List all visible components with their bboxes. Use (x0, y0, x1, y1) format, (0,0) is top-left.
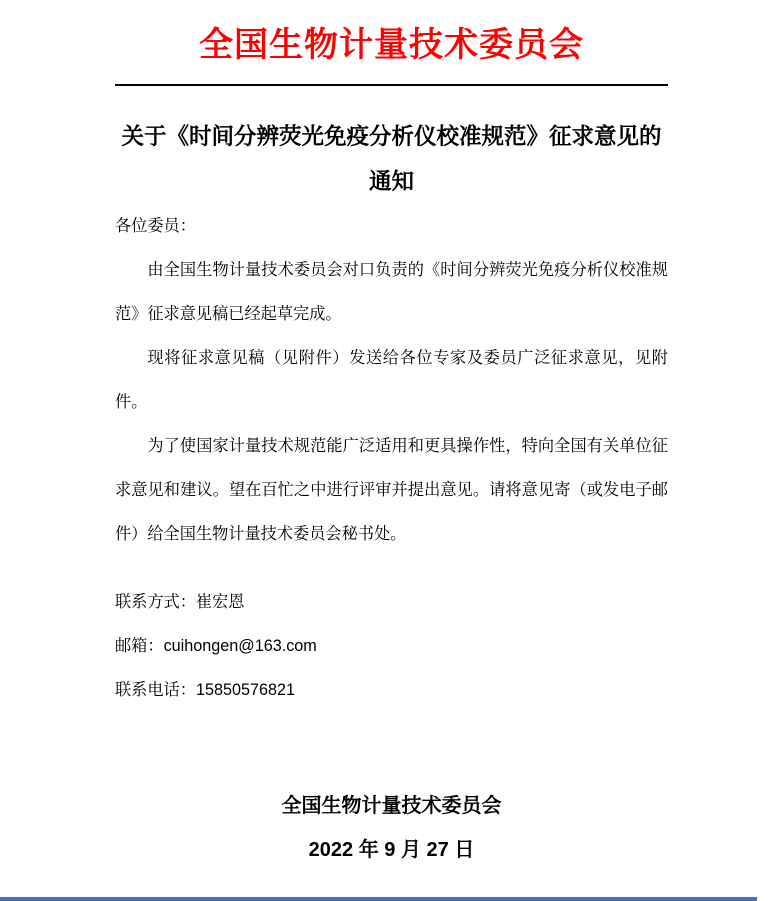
contact-email-row (115, 624, 668, 668)
contact-phone-label: 联系电话： (115, 681, 196, 699)
notice-text (115, 204, 668, 872)
bottom-accent-bar (0, 897, 757, 901)
contact-phone-value: 15850576821 (195, 681, 295, 699)
signature-date: 2022 年 9 月 27 日 (308, 839, 475, 861)
contact-block (115, 580, 668, 712)
paragraph-distribution: 现将征求意见稿（见附件）发送给各位专家及委员广泛征求意见，见附件。 (115, 349, 668, 411)
contact-email-value: cuihongen@163.com (163, 637, 317, 655)
notice-heading: 关于《时间分辨荧光免疫分析仪校准规范》征求意见的通知 (121, 124, 662, 194)
contact-method-value: 崔宏恩 (195, 593, 245, 611)
paragraph-draft-complete: 由全国生物计量技术委员会对口负责的《时间分辨荧光免疫分析仪校准规范》征求意见稿已经起草完成。 (115, 261, 668, 323)
contact-method-row (115, 580, 668, 624)
salutation: 各位委员： (115, 217, 196, 235)
title-divider (115, 84, 668, 86)
page-title: 全国生物计量技术委员会 (199, 26, 584, 64)
contact-phone-row (115, 668, 668, 712)
paragraph-request-feedback: 为了使国家计量技术规范能广泛适用和更具操作性，特向全国有关单位征求意见和建议。望在百忙之中进行评审并提出意见。请将意见寄（或发电子邮件）给全国生物计量技术委员会秘书处。 (115, 437, 668, 543)
contact-method-label: 联系方式： (115, 593, 196, 611)
signature-org: 全国生物计量技术委员会 (281, 795, 502, 817)
signature-block (115, 784, 668, 872)
contact-email-label: 邮箱： (115, 637, 164, 655)
notice-body (115, 114, 668, 872)
